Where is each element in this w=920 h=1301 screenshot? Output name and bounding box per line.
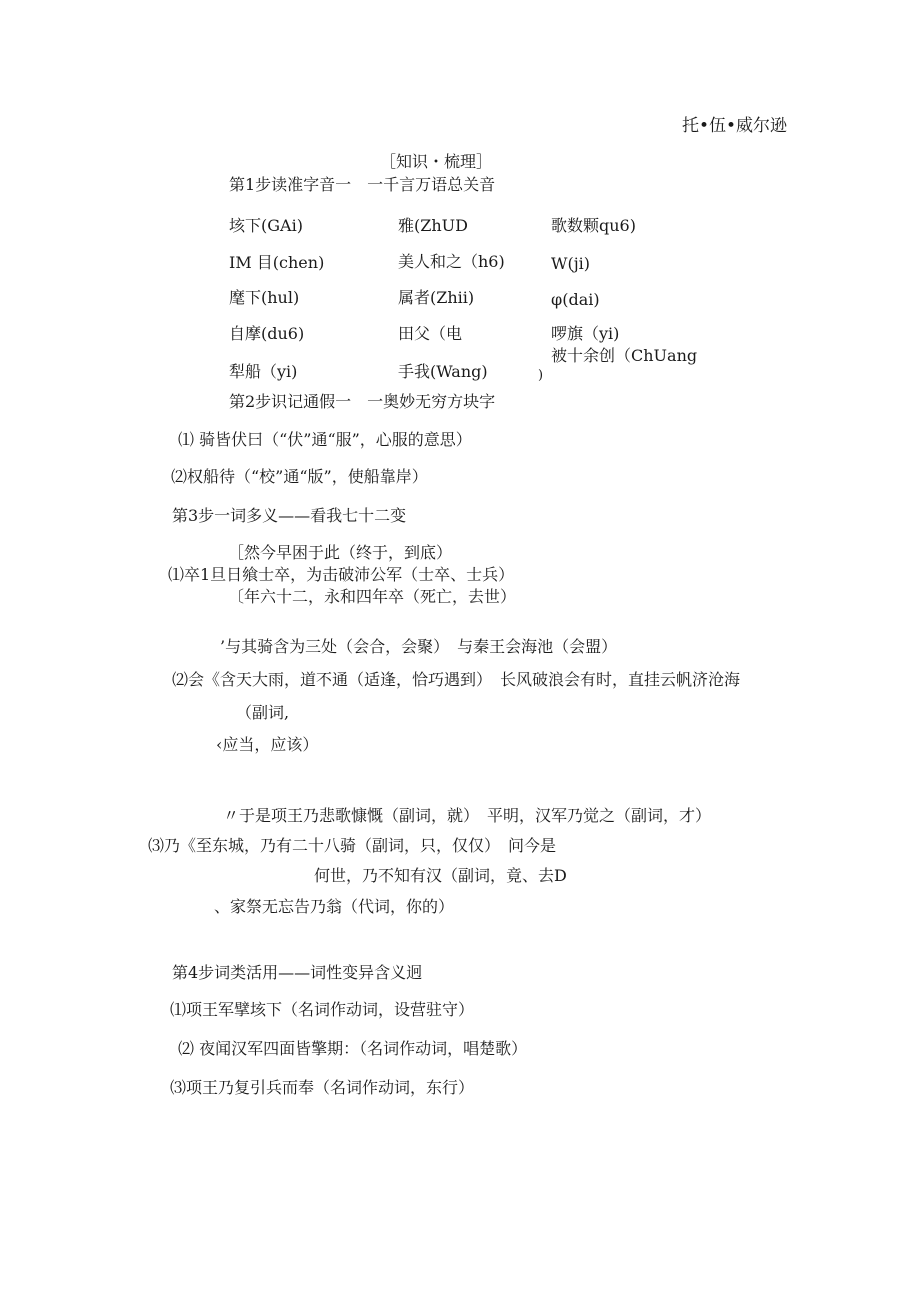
author: 托•伍•威尔逊 — [682, 116, 788, 136]
word-class-item: ⑴项王军擘垓下（名词作动词，设营驻守） — [170, 1000, 475, 1019]
tongjia-item: ⑵权船待（“校”通“版”，使船靠岸） — [171, 467, 428, 486]
polysemy-zu-line: 〔年六十二，永和四年卒（死亡，去世） — [228, 587, 517, 606]
pron-col1-item: 自摩(du6) — [229, 324, 305, 343]
word-class-item: ⑶项王乃复引兵而奉（名词作动词，东行） — [170, 1078, 475, 1097]
step2-heading: 第2步识记通假一 一奥妙无穷方块字 — [229, 392, 496, 411]
pron-col1-item: 麾下(hul) — [229, 288, 300, 307]
step1-heading: 第1步读准字音一 一千言万语总关音 — [229, 175, 496, 194]
pron-col2-item: 雅(ZhUD — [398, 216, 468, 235]
polysemy-nai-line: 何世，乃不知有汉（副词，竟、去D — [314, 866, 567, 885]
pron-col3-item: φ(dai) — [551, 290, 600, 309]
pron-col2-item: 属者(Zhii) — [398, 288, 475, 307]
pron-col1-item: 垓下(GAi) — [229, 216, 303, 235]
pron-col3-item: 歌数颗qu6) — [551, 216, 636, 235]
polysemy-zu-line: ［然今早困于此（终于，到底） — [228, 543, 453, 562]
polysemy-nai-line: 〃于是项王乃悲歌慷慨（副词，就） 平明，汉军乃觉之（副词，才） — [223, 806, 712, 825]
pron-col2-item: 美人和之（h6) — [398, 252, 505, 271]
step3-heading: 第3步一词多义——看我七十二变 — [172, 506, 407, 525]
polysemy-nai-line: ⑶乃《至东城，乃有二十八骑（副词，只，仅仅） 问今是 — [148, 836, 557, 855]
pron-col1-item: IM 目(chen) — [229, 253, 325, 272]
pron-col3-item: W(ji) — [551, 254, 591, 273]
pron-col3-item: 啰旗（yi) — [551, 324, 620, 343]
polysemy-zu-line: ⑴卒1旦日飨士卒，为击破沛公军（士卒、士兵） — [168, 565, 515, 584]
polysemy-hui-line: ⑵会《含天大雨，道不通（适逢，恰巧遇到） 长风破浪会有时，直挂云帆济沧海 — [172, 670, 741, 689]
tongjia-item: ⑴ 骑皆伏曰（“伏”通“服”，心服的意思） — [178, 430, 472, 449]
pron-col1-item: 犁船（yi) — [229, 362, 298, 381]
polysemy-hui-line: ’与其骑含为三处（会合，会聚） 与秦王会海池（会盟） — [220, 637, 618, 656]
step4-heading: 第4步词类活用——词性变异含义迥 — [172, 963, 423, 982]
pron-col2-item: 手我(Wang) — [398, 362, 488, 381]
polysemy-nai-line: 、家祭无忘告乃翁（代词，你的） — [214, 897, 455, 916]
pron-col2-item: 田父（电 — [398, 324, 463, 343]
pron-col3-item: 被十余创（ChUang — [551, 346, 698, 365]
polysemy-hui-line: （副词, — [236, 703, 290, 722]
polysemy-hui-line: ‹应当，应该） — [216, 735, 319, 754]
word-class-item: ⑵ 夜闻汉军四面皆擎期：（名词作动词，唱楚歌） — [178, 1039, 528, 1058]
stray-paren: ) — [538, 368, 544, 383]
section-title: ［知识・梳理］ — [380, 152, 493, 171]
